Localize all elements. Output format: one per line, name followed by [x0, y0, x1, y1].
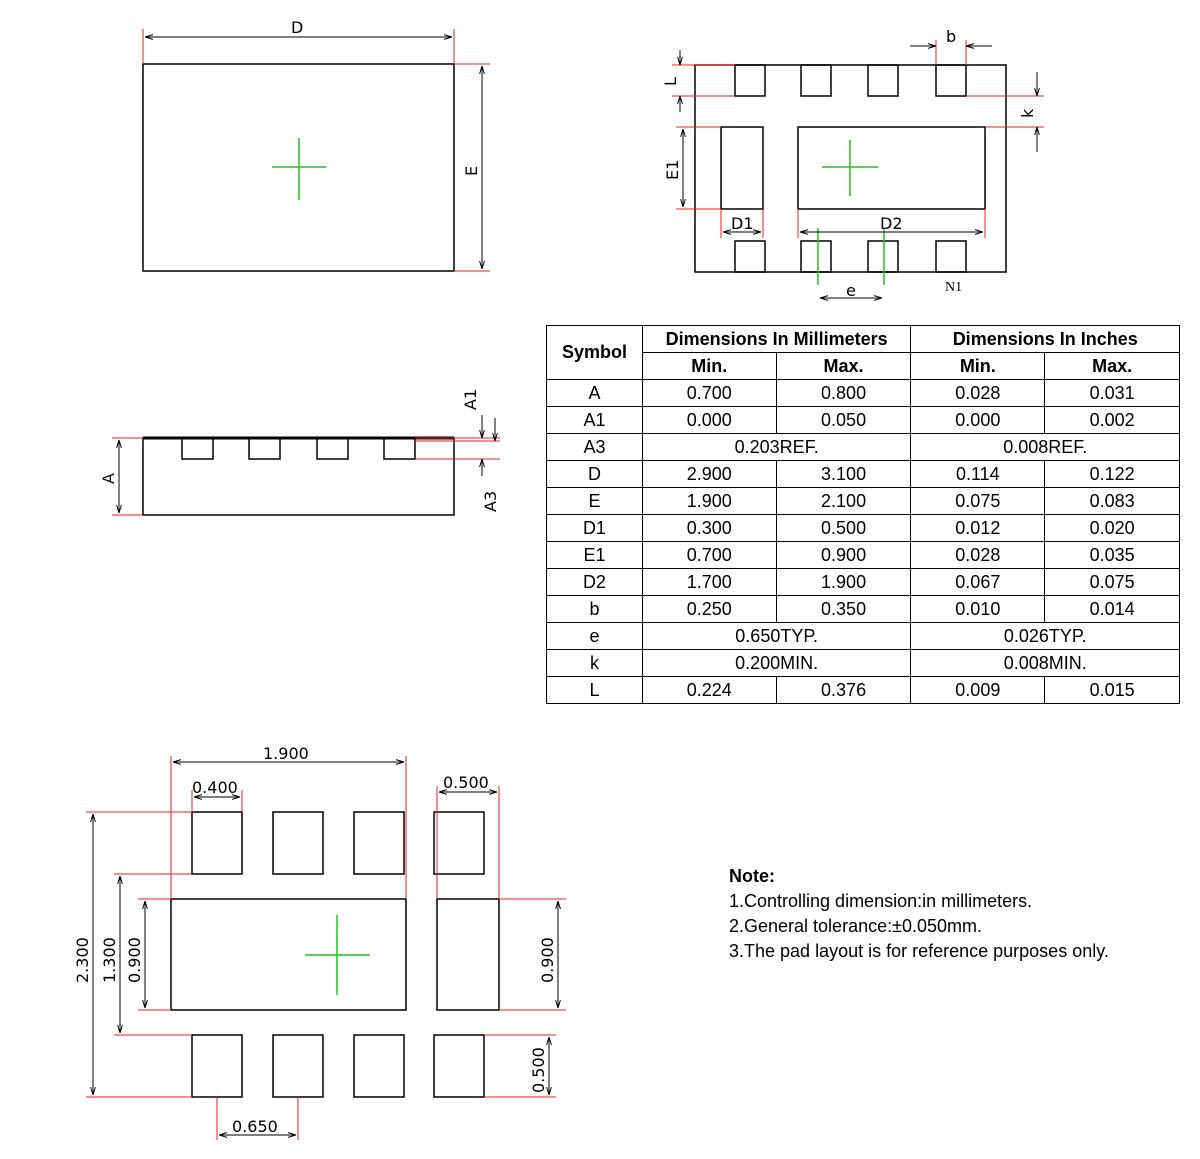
mm-max-cell: 0.800	[776, 380, 911, 407]
label-A3: A3	[481, 490, 500, 512]
symbol-cell: E1	[547, 542, 643, 569]
bottom-view	[661, 27, 1044, 300]
label-E: E	[462, 165, 481, 176]
mm-max-cell: 0.350	[776, 596, 911, 623]
mm-max-cell: 0.900	[776, 542, 911, 569]
in-min-cell: 0.028	[911, 380, 1045, 407]
label-e: e	[846, 281, 856, 300]
mm-min-cell: 0.250	[642, 596, 776, 623]
label-L: L	[661, 77, 680, 86]
table-row	[547, 569, 1180, 596]
symbol-header: Symbol	[547, 326, 643, 380]
mm-max-cell: 1.900	[776, 569, 911, 596]
label-A: A	[99, 473, 118, 484]
notes-block	[729, 864, 1109, 964]
mm-min-cell: 0.700	[642, 380, 776, 407]
in-merged-cell: 0.008REF.	[911, 434, 1180, 461]
in-min-cell: 0.067	[911, 569, 1045, 596]
symbol-cell: b	[547, 596, 643, 623]
mm-header: Dimensions In Millimeters	[642, 326, 911, 353]
label-2300: 2.300	[73, 937, 92, 983]
in-max-cell: 0.035	[1045, 542, 1180, 569]
symbol-cell: D1	[547, 515, 643, 542]
label-0650: 0.650	[232, 1117, 278, 1136]
note-line: 2.General tolerance:±0.050mm.	[729, 916, 983, 936]
table-row	[547, 677, 1180, 704]
mm-min-header: Min.	[642, 353, 776, 380]
label-A1: A1	[461, 388, 480, 410]
symbol-cell: e	[547, 623, 643, 650]
mm-max-cell: 0.376	[776, 677, 911, 704]
table-row	[547, 542, 1180, 569]
in-max-cell: 0.083	[1045, 488, 1180, 515]
mm-min-cell: 0.000	[642, 407, 776, 434]
label-D1: D1	[731, 214, 754, 233]
top-view	[143, 18, 490, 271]
symbol-cell: D	[547, 461, 643, 488]
in-min-header: Min.	[911, 353, 1045, 380]
in-min-cell: 0.009	[911, 677, 1045, 704]
label-N1: N1	[945, 280, 963, 295]
table-row	[547, 650, 1180, 677]
label-0900-right: 0.900	[538, 937, 557, 983]
in-min-cell: 0.000	[911, 407, 1045, 434]
table-row	[547, 596, 1180, 623]
in-max-cell: 0.015	[1045, 677, 1180, 704]
symbol-cell: A1	[547, 407, 643, 434]
in-max-header: Max.	[1045, 353, 1180, 380]
note-line: 3.The pad layout is for reference purposes only.	[729, 941, 1109, 961]
in-max-cell: 0.020	[1045, 515, 1180, 542]
side-view	[99, 389, 500, 515]
symbol-cell: k	[547, 650, 643, 677]
in-min-cell: 0.075	[911, 488, 1045, 515]
label-0900-left: 0.900	[125, 937, 144, 983]
in-min-cell: 0.012	[911, 515, 1045, 542]
table-row	[547, 407, 1180, 434]
label-b: b	[946, 27, 957, 46]
label-k: k	[1018, 108, 1037, 118]
mm-merged-cell: 0.650TYP.	[642, 623, 911, 650]
dimension-table	[546, 325, 1180, 704]
symbol-cell: D2	[547, 569, 643, 596]
mm-merged-cell: 0.200MIN.	[642, 650, 911, 677]
symbol-cell: L	[547, 677, 643, 704]
table-row	[547, 434, 1180, 461]
in-max-cell: 0.002	[1045, 407, 1180, 434]
in-max-cell: 0.031	[1045, 380, 1180, 407]
table-row	[547, 461, 1180, 488]
in-min-cell: 0.114	[911, 461, 1045, 488]
mm-max-header: Max.	[776, 353, 911, 380]
mm-min-cell: 1.900	[642, 488, 776, 515]
mm-min-cell: 0.224	[642, 677, 776, 704]
label-E1: E1	[663, 159, 682, 180]
mm-min-cell: 0.300	[642, 515, 776, 542]
label-0500-top: 0.500	[443, 773, 489, 792]
label-D: D	[291, 18, 304, 37]
mm-max-cell: 0.050	[776, 407, 911, 434]
table-row	[547, 488, 1180, 515]
label-D2: D2	[880, 214, 903, 233]
center-mark	[272, 138, 326, 200]
symbol-cell: A3	[547, 434, 643, 461]
in-merged-cell: 0.008MIN.	[911, 650, 1180, 677]
mm-max-cell: 0.500	[776, 515, 911, 542]
in-max-cell: 0.014	[1045, 596, 1180, 623]
note-line: 1.Controlling dimension:in millimeters.	[729, 891, 1033, 911]
in-header: Dimensions In Inches	[911, 326, 1180, 353]
symbol-cell: E	[547, 488, 643, 515]
in-min-cell: 0.010	[911, 596, 1045, 623]
mm-min-cell: 0.700	[642, 542, 776, 569]
mm-max-cell: 2.100	[776, 488, 911, 515]
mm-min-cell: 2.900	[642, 461, 776, 488]
mm-min-cell: 1.700	[642, 569, 776, 596]
table-row	[547, 380, 1180, 407]
in-max-cell: 0.075	[1045, 569, 1180, 596]
in-merged-cell: 0.026TYP.	[911, 623, 1180, 650]
note-title: Note:	[729, 866, 775, 886]
label-0500-right: 0.500	[529, 1047, 548, 1093]
table-row	[547, 515, 1180, 542]
symbol-cell: A	[547, 380, 643, 407]
mm-merged-cell: 0.203REF.	[642, 434, 911, 461]
label-1900: 1.900	[263, 744, 309, 763]
label-0400: 0.400	[192, 778, 238, 797]
mm-max-cell: 3.100	[776, 461, 911, 488]
in-min-cell: 0.028	[911, 542, 1045, 569]
in-max-cell: 0.122	[1045, 461, 1180, 488]
table-row	[547, 623, 1180, 650]
land-pattern	[73, 744, 566, 1140]
label-1300: 1.300	[100, 937, 119, 983]
